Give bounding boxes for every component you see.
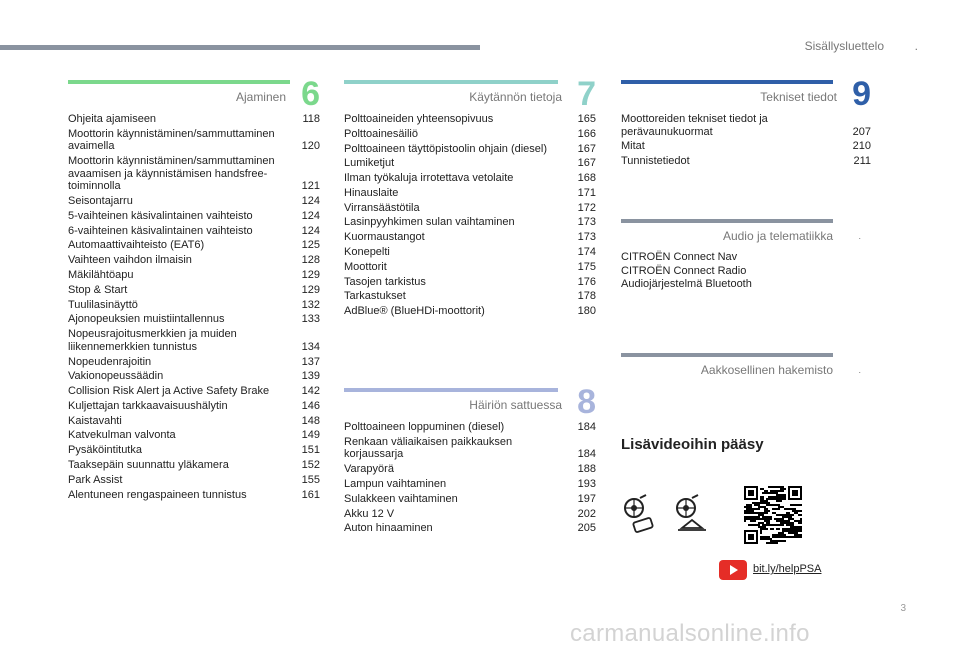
toc-entry[interactable] (68, 268, 320, 283)
toc-entry-page: 142 (301, 385, 320, 398)
toc-entry[interactable] (68, 428, 320, 443)
toc-entry-title: Kaistavahti (68, 414, 122, 427)
toc-entry-page: 173 (577, 231, 596, 244)
page-number: 3 (900, 603, 906, 614)
toc-entry-page: 124 (301, 224, 320, 237)
toc-entry[interactable] (68, 369, 320, 384)
toc-entry-title: Nopeusrajoitusmerkkien ja muiden liikennemerkkien tunnistus (68, 328, 237, 353)
toc-entry-title: Konepelti (344, 246, 390, 259)
toc-entry[interactable] (344, 462, 596, 477)
section-9-bar (621, 80, 833, 84)
toc-entry-title: Mäkilähtöapu (68, 269, 134, 282)
toc-entry-page: 134 (301, 340, 320, 353)
toc-entry[interactable] (68, 194, 320, 209)
toc-entry-title: Moottorit (344, 260, 387, 273)
toc-entry-title: AdBlue® (BlueHDi-moottorit) (344, 305, 485, 318)
toc-entry-page: 124 (301, 209, 320, 222)
toc-entry-page: 161 (301, 488, 320, 501)
toc-entry-page: 197 (577, 492, 596, 505)
toc-entry[interactable] (344, 477, 596, 492)
page-header-title: Sisällysluettelo (804, 39, 884, 53)
toc-entry-page: 205 (577, 522, 596, 535)
wheel-jack-icon (672, 494, 712, 534)
toc-entry[interactable] (344, 304, 596, 319)
toc-entry[interactable] (68, 312, 320, 327)
toc-entry-title: Seisontajarru (68, 195, 133, 208)
toc-entry-page: 146 (301, 399, 320, 412)
toc-entry-title: Polttoaineen loppuminen (diesel) (344, 421, 505, 433)
qr-code-icon[interactable] (744, 486, 802, 544)
toc-entry[interactable] (344, 245, 596, 260)
toc-entry-page: 167 (577, 157, 596, 170)
toc-entry-page: 128 (301, 254, 320, 267)
toc-entry-page: 149 (301, 429, 320, 442)
section-7-header (344, 75, 596, 113)
toc-entry[interactable] (68, 443, 320, 458)
toc-entry-page: 166 (577, 127, 596, 140)
toc-entry-page: 210 (852, 140, 871, 153)
toc-entry-title: Renkaan väliaikaisen paikkauksen korjaussarja (344, 435, 513, 461)
toc-entry-title: Alentuneen rengaspaineen tunnistus (68, 488, 247, 501)
toc-entry-page: 175 (577, 260, 596, 273)
toc-entry[interactable] (68, 355, 320, 370)
section-8-list (344, 420, 596, 536)
toc-entry-title: Hinauslaite (344, 186, 399, 199)
toc-entry-title: Taaksepäin suunnattu yläkamera (68, 459, 229, 471)
toc-entry-title: Lasinpyyhkimen sulan vaihtaminen (344, 216, 515, 229)
wheel-toolbox-icon (620, 494, 660, 534)
toc-entry-title: Moottorin käynnistäminen/sammuttaminen avaimella (68, 127, 275, 153)
toc-entry-page: 168 (577, 172, 596, 185)
toc-entry[interactable] (344, 420, 596, 435)
toc-entry-title: Park Assist (68, 473, 123, 486)
toc-entry-title: Nopeudenrajoitin (68, 355, 152, 368)
toc-entry[interactable] (344, 142, 596, 157)
section-6-title: Ajaminen (235, 90, 286, 104)
toc-entry-page: 211 (853, 155, 871, 168)
toc-entry-page: 129 (301, 269, 320, 282)
toc-entry-page: 125 (301, 239, 320, 252)
toc-entry-title: Ohjeita ajamiseen (68, 113, 157, 125)
audio-list-item: CITROËN Connect Nav (621, 251, 738, 263)
section-index-bar (621, 353, 833, 357)
toc-entry-title: Pysäköintitutka (68, 444, 142, 457)
toc-entry-page: 188 (577, 463, 596, 476)
toc-entry[interactable] (68, 112, 320, 127)
toc-entry-title: Vakionopeussäädin (68, 370, 164, 383)
toc-entry[interactable] (344, 201, 596, 216)
audio-list-item: CITROËN Connect Radio (621, 264, 747, 277)
section-audio-list (621, 251, 861, 292)
section-9-number: 9 (852, 75, 871, 113)
toc-entry-page: 174 (577, 246, 596, 259)
toc-entry[interactable] (621, 139, 871, 154)
toc-entry-title: Auton hinaaminen (344, 522, 433, 535)
section-8-number: 8 (577, 383, 596, 421)
section-7-list (344, 112, 596, 319)
toc-entry[interactable] (68, 458, 320, 473)
toc-entry[interactable] (68, 399, 320, 414)
toc-entry-title: Ajonopeuksien muistiintallennus (68, 313, 225, 326)
toc-entry-title: Polttoaineen täyttöpistoolin ohjain (diesel) (344, 142, 548, 155)
section-6-header (68, 75, 320, 113)
watermark: carmanualsonline.info (570, 620, 810, 647)
toc-entry[interactable] (344, 521, 596, 536)
toc-entry[interactable] (344, 215, 596, 230)
toc-entry-page: 139 (301, 370, 320, 383)
section-9-title: Tekniset tiedot (760, 90, 837, 104)
toc-entry-title: Vaihteen vaihdon ilmaisin (68, 254, 192, 267)
toc-entry-page: 152 (301, 459, 320, 471)
toc-entry-page: 155 (301, 473, 320, 486)
toc-entry-title: Polttoainesäiliö (344, 127, 418, 140)
toc-entry-title: Varapyörä (344, 463, 394, 476)
toc-entry[interactable] (344, 112, 596, 127)
section-audio-mark: . (858, 231, 861, 241)
toc-entry[interactable] (68, 384, 320, 399)
toc-entry[interactable] (344, 230, 596, 245)
toc-entry-title: Stop & Start (68, 283, 128, 296)
toc-entry[interactable] (621, 112, 871, 139)
section-index (621, 353, 861, 385)
toc-entry-page: 171 (577, 186, 596, 199)
section-8-title: Häiriön sattuessa (469, 398, 562, 412)
toc-entry[interactable] (344, 171, 596, 186)
audio-list-item: Audiojärjestelmä Bluetooth (621, 278, 752, 291)
toc-entry[interactable] (68, 283, 320, 298)
section-index-header (621, 353, 861, 385)
toc-entry[interactable] (344, 492, 596, 507)
toc-entry-page: 120 (301, 140, 320, 153)
toc-entry[interactable] (344, 435, 596, 462)
toc-entry-page: 178 (577, 290, 596, 303)
youtube-icon[interactable] (719, 560, 747, 580)
section-7-title: Käytännön tietoja (469, 90, 562, 104)
toc-entry-page: 133 (301, 313, 320, 326)
toc-entry-page: 167 (577, 142, 596, 155)
toc-entry[interactable] (68, 224, 320, 239)
section-6-bar (68, 80, 290, 84)
toc-entry-title: 5-vaihteinen käsivalintainen vaihteisto (68, 209, 253, 222)
toc-entry-title: Lampun vaihtaminen (344, 477, 447, 490)
toc-entry[interactable] (344, 186, 596, 201)
toc-entry-page: 172 (577, 201, 596, 214)
toc-entry-page: 184 (577, 448, 596, 461)
toc-entry-page: 137 (301, 355, 320, 368)
toc-entry-title: Virransäästötila (344, 201, 420, 214)
video-access-title: Lisävideoihin pääsy (621, 436, 764, 453)
toc-entry[interactable] (68, 209, 320, 224)
toc-entry[interactable] (621, 154, 871, 169)
toc-entry-page: 165 (577, 113, 596, 125)
section-6-number: 6 (301, 75, 320, 113)
toc-entry[interactable] (68, 127, 320, 154)
section-audio-header (621, 219, 861, 251)
toc-entry[interactable] (344, 275, 596, 290)
section-7-bar (344, 80, 558, 84)
toc-entry-title: Ilman työkaluja irrotettava vetolaite (344, 172, 514, 185)
section-9 (621, 75, 871, 169)
toc-entry-page: 118 (302, 113, 320, 125)
section-9-header (621, 75, 871, 113)
toc-entry-page: 184 (577, 421, 596, 433)
toc-entry[interactable] (68, 414, 320, 429)
section-7 (344, 75, 596, 319)
section-audio-title: Audio ja telematiikka (722, 229, 833, 243)
toc-entry-title: Tarkastukset (344, 290, 406, 303)
toc-entry-page: 207 (852, 125, 871, 138)
toc-entry[interactable] (68, 154, 320, 194)
toc-entry-title: Sulakkeen vaihtaminen (344, 492, 458, 505)
toc-entry[interactable] (344, 156, 596, 171)
toc-entry[interactable] (68, 488, 320, 503)
section-index-title: Aakkosellinen hakemisto (700, 363, 833, 377)
toc-entry-page: 121 (301, 180, 320, 193)
toc-entry-page: 151 (301, 444, 320, 457)
toc-entry-page: 202 (577, 507, 596, 520)
section-9-list (621, 112, 871, 169)
top-accent-bar (0, 45, 480, 50)
toc-entry-title: Kuormaustangot (344, 231, 425, 244)
section-8 (344, 383, 596, 536)
section-audio (621, 219, 861, 292)
toc-entry[interactable] (344, 507, 596, 522)
toc-entry-page: 193 (577, 477, 596, 490)
section-audio-bar (621, 219, 833, 223)
toc-entry[interactable] (344, 260, 596, 275)
toc-entry-title: 6-vaihteinen käsivalintainen vaihteisto (68, 224, 253, 237)
toc-entry-title: Lumiketjut (344, 157, 395, 170)
toc-entry-page: 148 (301, 414, 320, 427)
toc-entry-title: Akku 12 V (344, 507, 395, 520)
toc-entry-title: Moottoreiden tekniset tiedot ja perävaunukuormat (621, 113, 768, 138)
section-6-list (68, 112, 320, 502)
section-7-number: 7 (577, 75, 596, 113)
help-link[interactable]: bit.ly/helpPSA (753, 563, 822, 575)
toc-entry-title: Tunnistetiedot (621, 155, 690, 168)
toc-entry-page: 124 (301, 195, 320, 208)
toc-entry-page: 176 (577, 275, 596, 288)
toc-entry[interactable] (68, 298, 320, 313)
section-6 (68, 75, 320, 502)
toc-entry[interactable] (344, 289, 596, 304)
toc-entry[interactable] (344, 127, 596, 142)
section-8-header (344, 383, 596, 421)
toc-entry[interactable] (68, 473, 320, 488)
toc-entry[interactable] (68, 253, 320, 268)
toc-entry-title: Automaattivaihteisto (EAT6) (68, 239, 205, 252)
toc-entry-title: Katvekulman valvonta (68, 429, 176, 442)
toc-entry-title: Mitat (621, 140, 645, 153)
toc-entry[interactable] (68, 238, 320, 253)
toc-entry-page: 180 (577, 305, 596, 318)
toc-entry-title: Tuulilasinäyttö (68, 298, 138, 311)
toc-entry-title: Moottorin käynnistäminen/sammuttaminen avaamisen ja käynnistämisen handsfree-toiminnolla (68, 155, 275, 193)
toc-entry-title: Polttoaineiden yhteensopivuus (344, 113, 494, 125)
page-header-mark: . (914, 39, 918, 53)
toc-entry[interactable] (68, 327, 320, 354)
section-8-bar (344, 388, 558, 392)
toc-entry-page: 129 (301, 283, 320, 296)
toc-entry-title: Tasojen tarkistus (344, 275, 426, 288)
section-index-mark: . (858, 365, 861, 375)
toc-entry-title: Kuljettajan tarkkaavaisuushälytin (68, 399, 228, 412)
toc-entry-title: Collision Risk Alert ja Active Safety Brake (68, 385, 270, 398)
toc-entry-page: 132 (301, 298, 320, 311)
toc-entry-page: 173 (577, 216, 596, 229)
